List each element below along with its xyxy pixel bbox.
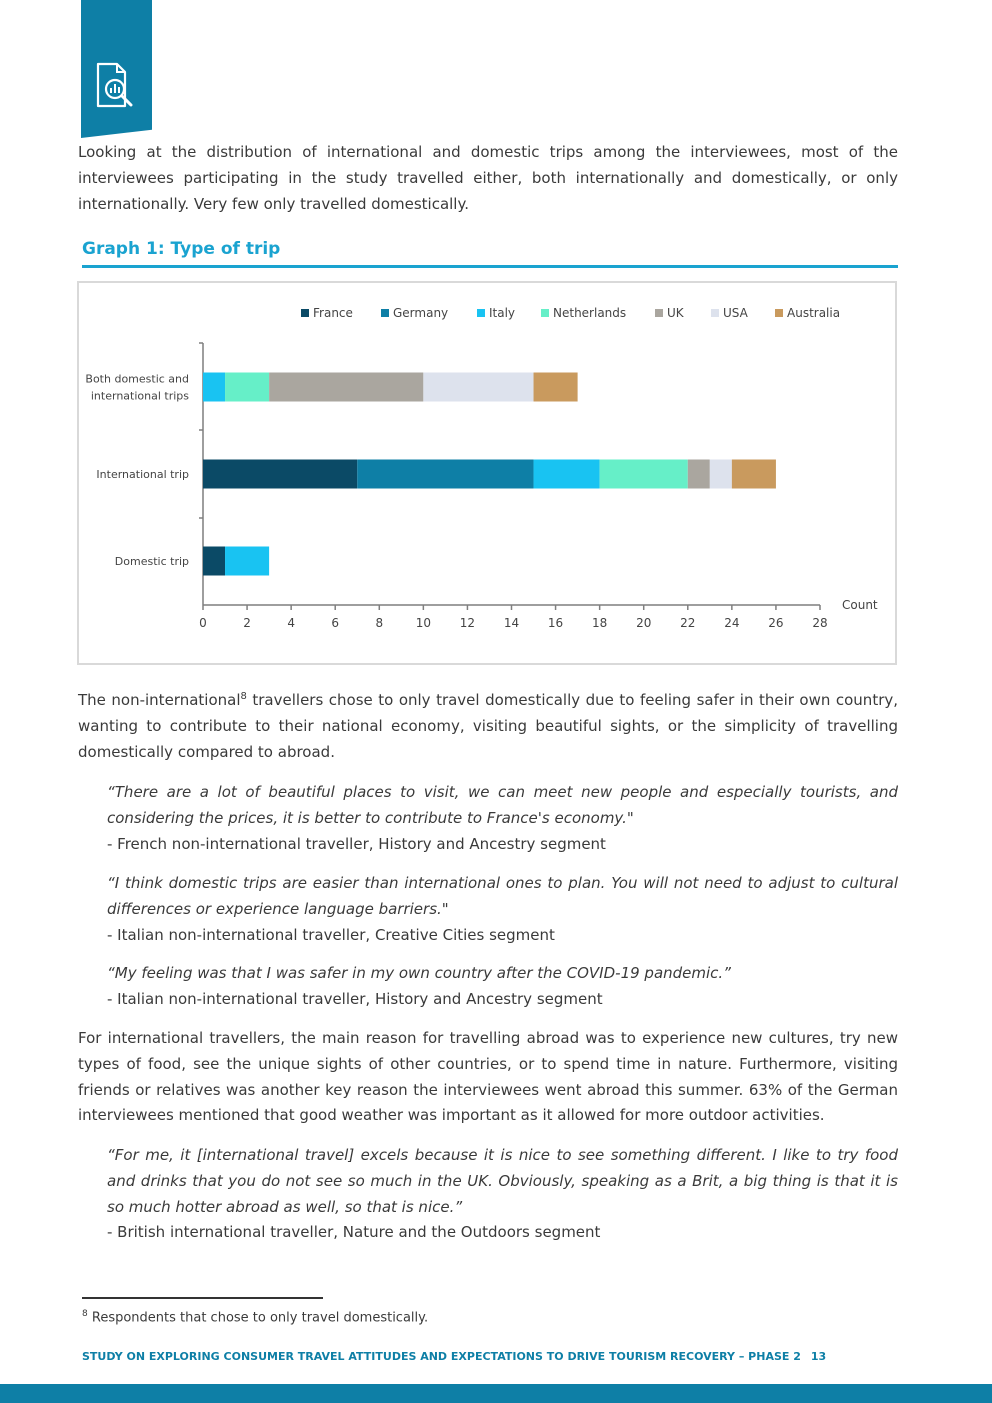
category-label: Both domestic and — [85, 372, 189, 386]
intro-paragraph: Looking at the distribution of international and domestic trips among the interviewees, most of the interviewees participating in the study travelled either, both internationally and domestically, or only internationally. Very few only travelled domestically. — [78, 143, 898, 213]
bar-segment — [203, 547, 225, 576]
legend-label: Germany — [393, 306, 449, 320]
bar-segment — [423, 373, 533, 402]
legend-label: France — [313, 306, 353, 320]
quote-text: “My feeling was that I was safer in my own country after the COVID-19 pandemic.” — [107, 964, 731, 982]
quote-attribution: - Italian non-international traveller, Creative Cities segment — [107, 925, 555, 944]
type-of-trip-chart — [79, 283, 895, 663]
graph-title: Graph 1: Type of trip — [82, 239, 281, 259]
bar-segment — [732, 460, 776, 489]
footnote-divider — [82, 1297, 323, 1299]
category-label: International trip — [96, 468, 189, 481]
para2-text-before: The non-international — [78, 691, 241, 709]
quote-attribution: - French non-international traveller, History and Ancestry segment — [107, 834, 606, 853]
legend-swatch — [711, 309, 719, 317]
document-analytics-icon — [95, 62, 137, 112]
category-label: international trips — [90, 389, 189, 403]
legend-swatch — [381, 309, 389, 317]
x-tick-label: 8 — [375, 616, 384, 630]
x-tick-label: 10 — [415, 616, 431, 630]
page-footer — [82, 1350, 826, 1363]
legend-swatch — [301, 309, 309, 317]
x-axis-label: Count — [842, 598, 878, 612]
bar-segment — [203, 460, 357, 489]
x-tick-label: 12 — [459, 616, 476, 630]
legend-swatch — [541, 309, 549, 317]
bar-segment — [203, 373, 225, 402]
x-tick-label: 16 — [547, 616, 564, 630]
bar-segment — [534, 373, 578, 402]
x-tick-label: 20 — [636, 616, 652, 630]
bottom-bar — [0, 1384, 992, 1403]
footnote-text: Respondents that chose to only travel domestically. — [87, 1310, 429, 1326]
quote-block — [107, 871, 898, 948]
x-tick-label: 24 — [724, 616, 740, 630]
quote-block — [107, 961, 898, 1013]
bar-segment — [688, 460, 710, 489]
page-number: 13 — [810, 1350, 827, 1363]
para2-text-after: travellers chose to only travel domestically due to feeling safer in their own country, wanting to contribute to their national economy, visiting beautiful sights, or the simplicity of travelling domestically compared to abroad. — [78, 691, 899, 761]
footnote-number: 8 — [82, 1309, 88, 1319]
footnote-ref[interactable]: 8 — [240, 691, 247, 702]
x-tick-label: 28 — [812, 616, 828, 630]
legend-label: Netherlands — [553, 306, 627, 320]
quote-attribution: - Italian non-international traveller, History and Ancestry segment — [107, 989, 603, 1008]
bar-segment — [357, 460, 533, 489]
legend-swatch — [655, 309, 663, 317]
non-international-paragraph — [78, 684, 898, 765]
x-tick-label: 4 — [287, 616, 295, 630]
x-tick-label: 0 — [199, 616, 207, 630]
quote-text: “I think domestic trips are easier than international ones to plan. You will not need to adjust to cultural differences or experience language barriers." — [107, 874, 898, 918]
bar-segment — [225, 547, 269, 576]
header-tab — [81, 0, 152, 138]
quote-block — [107, 780, 898, 857]
graph-title-rule — [82, 265, 898, 268]
legend-label: Australia — [787, 306, 841, 320]
legend-swatch — [775, 309, 783, 317]
legend-swatch — [477, 309, 485, 317]
x-tick-label: 2 — [243, 616, 251, 630]
bar-segment — [710, 460, 732, 489]
category-label: Domestic trip — [114, 555, 189, 568]
bar-segment — [269, 373, 423, 402]
footnote — [82, 1309, 428, 1325]
quote-attribution: - British international traveller, Nature and the Outdoors segment — [107, 1223, 601, 1242]
footer-title: STUDY ON EXPLORING CONSUMER TRAVEL ATTITUDES AND EXPECTATIONS TO DRIVE TOURISM RECOVERY – PHASE 2 — [82, 1350, 801, 1363]
quote-text: “There are a lot of beautiful places to visit, we can meet new people and especially tourists, and considering the prices, it is better to contribute to France's economy." — [107, 783, 898, 827]
legend-label: USA — [723, 306, 748, 320]
x-tick-label: 18 — [592, 616, 608, 630]
x-tick-label: 26 — [768, 616, 784, 630]
bar-segment — [600, 460, 688, 489]
bar-segment — [534, 460, 600, 489]
x-tick-label: 6 — [331, 616, 340, 630]
x-tick-label: 22 — [680, 616, 696, 630]
x-tick-label: 14 — [503, 616, 520, 630]
legend-label: Italy — [489, 306, 516, 320]
legend-label: UK — [667, 306, 684, 320]
international-paragraph: For international travellers, the main reason for travelling abroad was to experience new cultures, try new types of food, see the unique sights of other countries, or to spend time in nature. Furthermore, visiting friends or relatives was another key reason the interviewees went abroad this summer. 63% of the German interviewees mentioned that good weather was important as it allowed for more outdoor activities. — [78, 1029, 898, 1125]
quote-text: “For me, it [international travel] excels because it is nice to see something different. I like to try food and drinks that you do not see so much in the UK. Obviously, speaking as a Brit, a big thing is that it is so much hotter abroad as well, so that is nice.” — [107, 1146, 898, 1216]
quote-block — [107, 1143, 898, 1246]
chart-container — [77, 281, 897, 665]
bar-segment — [225, 373, 269, 402]
